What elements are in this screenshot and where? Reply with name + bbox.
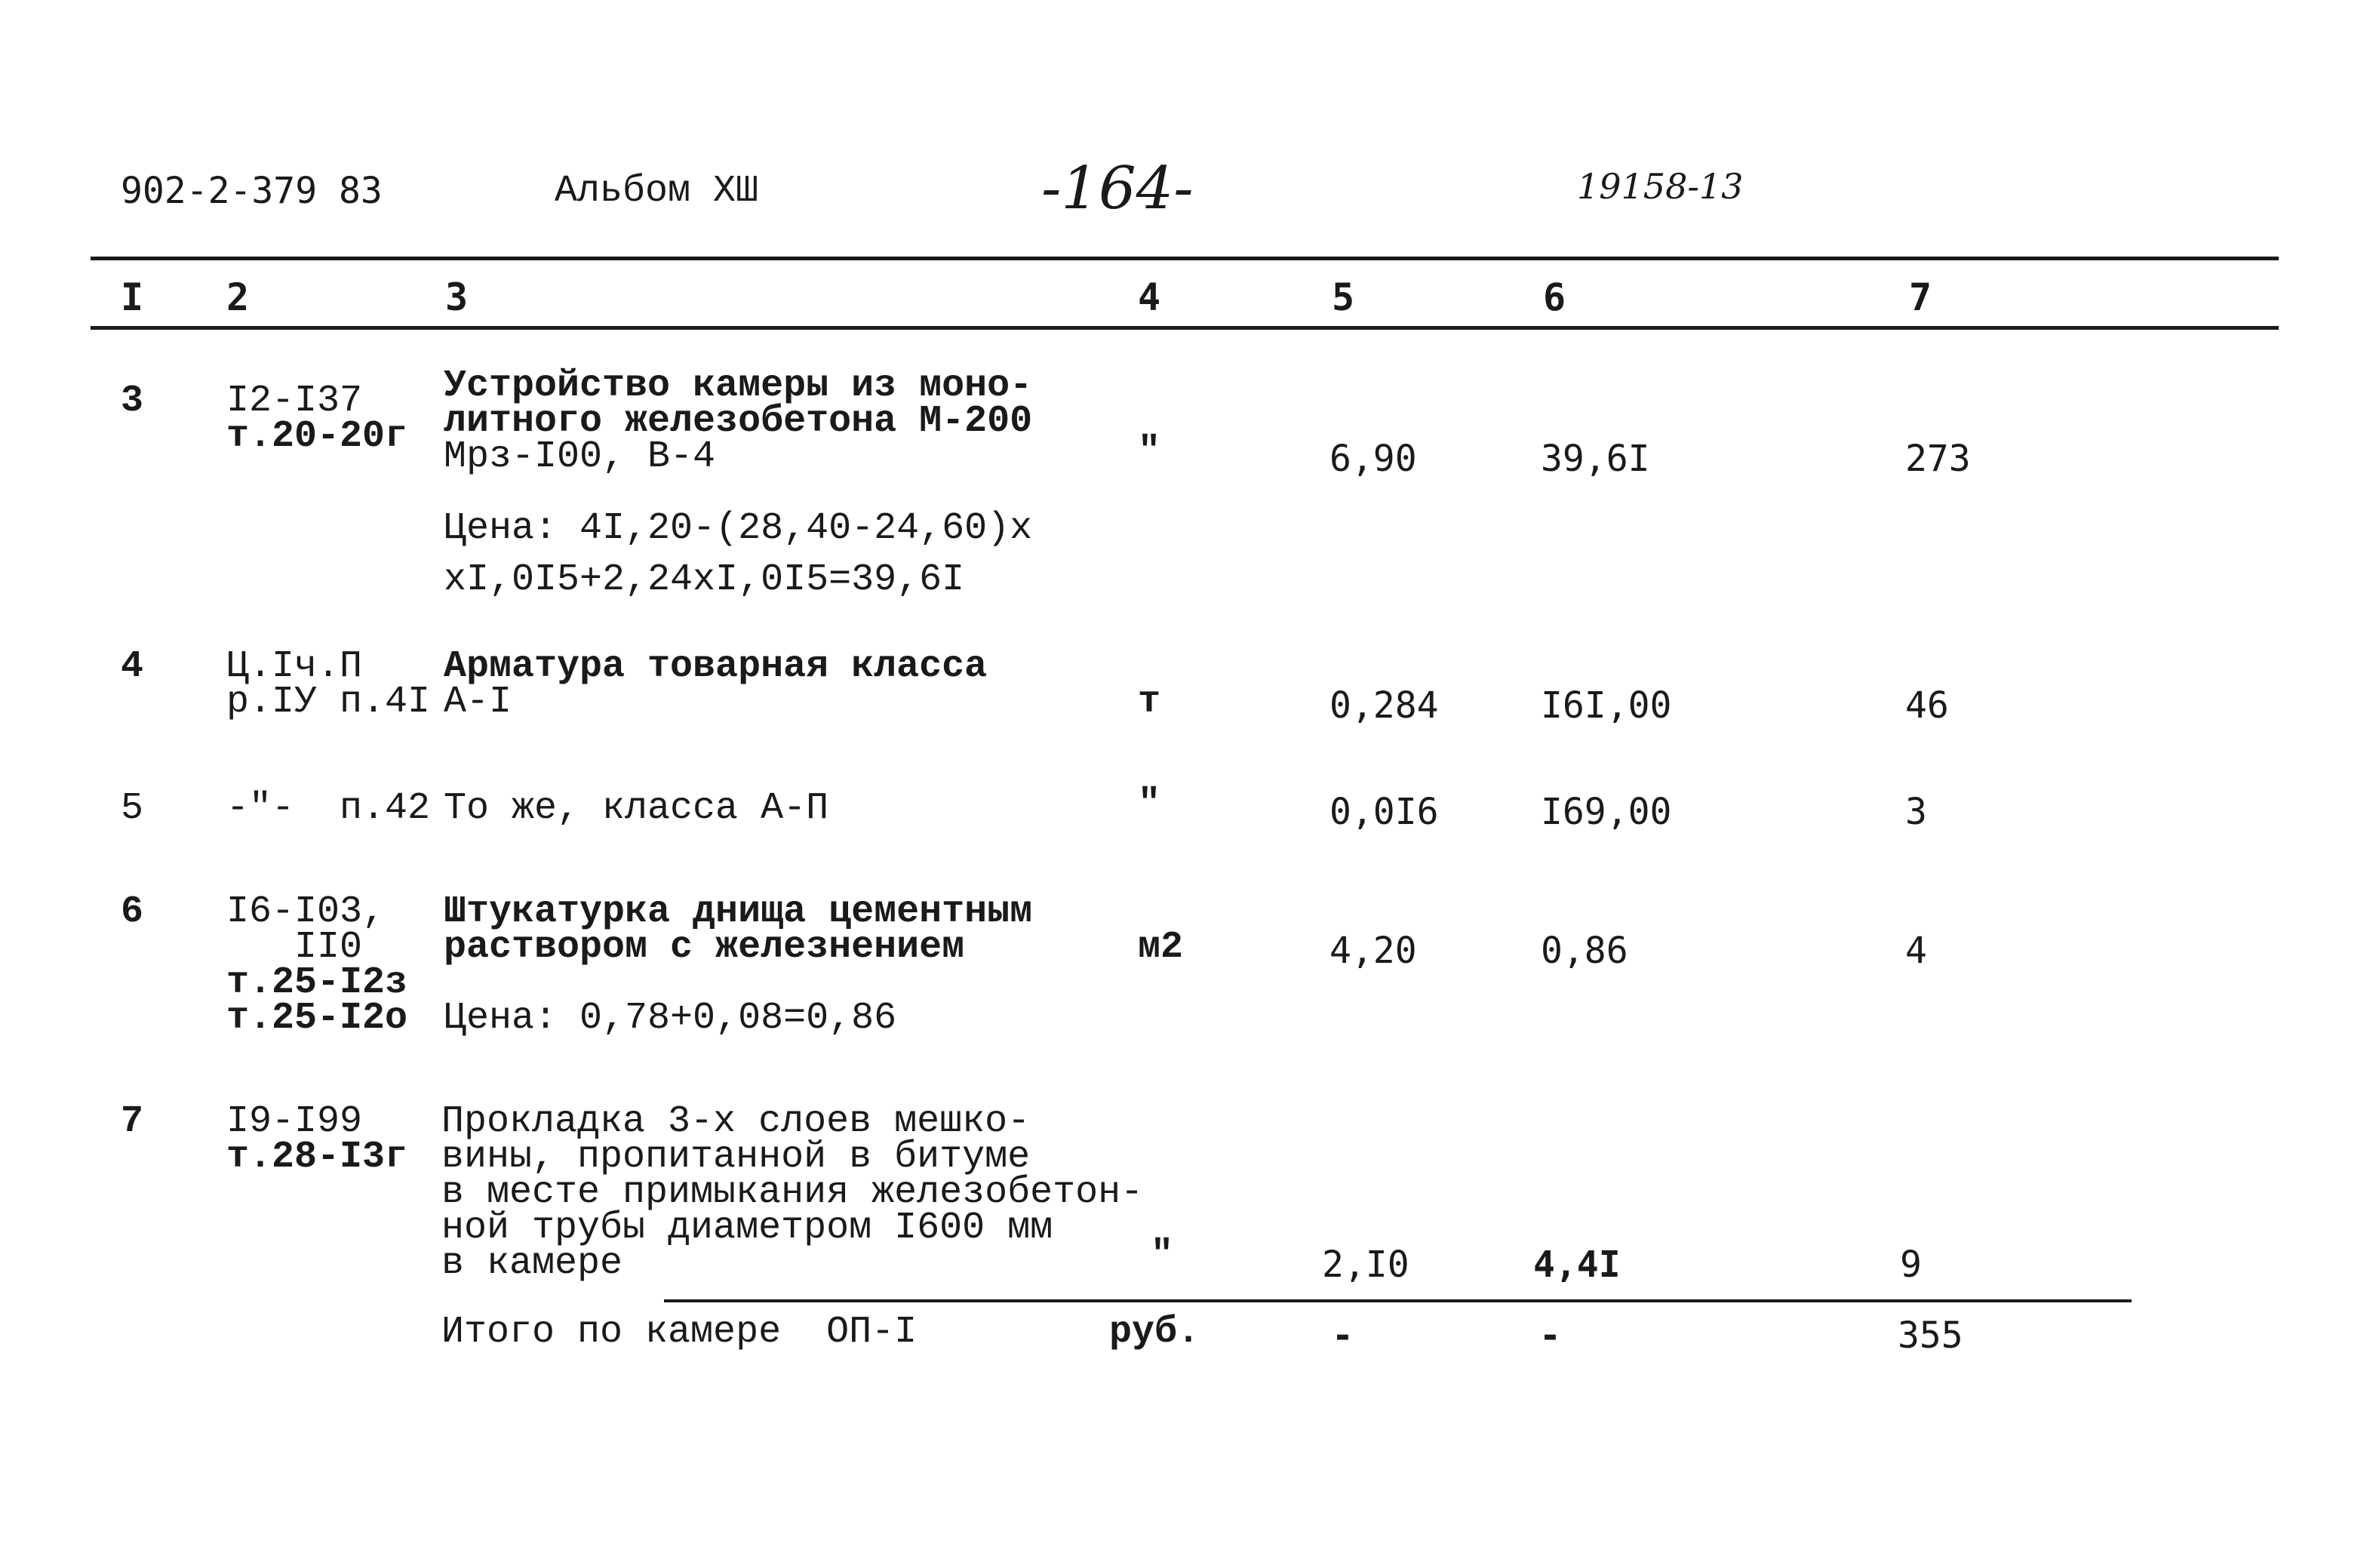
row-total: 3 <box>1905 791 1927 833</box>
row-unit: т <box>1138 681 1161 724</box>
row-description-line: Прокладка 3-х слоев мешко- <box>441 1100 1031 1143</box>
row-description-line: в месте примыкания железобетон- <box>441 1171 1144 1214</box>
column-header-5: 5 <box>1332 275 1355 319</box>
row-description-line: Устройство камеры из моно- <box>444 364 1033 407</box>
row-description-line: литного железобетона М-200 <box>444 400 1033 443</box>
document-code: 902-2-379 83 <box>121 170 383 212</box>
row-total: 9 <box>1900 1244 1922 1286</box>
row-description-line: вины, пропитанной в битуме <box>441 1136 1031 1179</box>
row-code-line: I9-I99 <box>226 1100 363 1143</box>
row-code-line: р.IУ п.4I <box>226 681 431 724</box>
row-price-note: Цена: 4I,20-(28,40-24,60)х <box>444 507 1033 550</box>
row-unit: " <box>1151 1234 1174 1277</box>
summary-label: Итого по камере ОП-I <box>441 1311 918 1354</box>
row-unit: " <box>1138 782 1161 826</box>
row-code-line: I2-I37 <box>226 380 363 423</box>
row-unit: м2 <box>1138 926 1184 969</box>
row-number: 3 <box>121 380 144 423</box>
column-header-7: 7 <box>1909 275 1932 319</box>
row-description-line: То же, класса А-П <box>444 787 829 830</box>
row-price: I6I,00 <box>1541 684 1672 727</box>
row-description-line: в камере <box>441 1242 623 1285</box>
row-description-line: Штукатурка днища цементным <box>444 890 1033 933</box>
inventory-number: 19158-13 <box>1577 166 1744 207</box>
column-header-2: 2 <box>226 275 250 319</box>
column-header-4: 4 <box>1138 275 1161 319</box>
column-header-3: 3 <box>445 275 469 319</box>
summary-unit: руб. <box>1109 1311 1200 1354</box>
row-price: 0,86 <box>1541 930 1628 972</box>
row-quantity: 2,I0 <box>1322 1244 1409 1286</box>
row-description-line: ной трубы диаметром I600 мм <box>441 1207 1053 1250</box>
column-header-1: I <box>121 275 144 319</box>
row-code-line: т.20-20г <box>226 415 408 458</box>
row-number: 6 <box>121 890 144 933</box>
summary-total: 355 <box>1898 1314 1963 1357</box>
row-code-line: -"- п.42 <box>226 787 431 830</box>
row-unit: " <box>1138 430 1161 473</box>
row-code-line: I6-I03, <box>226 890 386 933</box>
row-description-line: А-I <box>444 681 512 724</box>
row-price: I69,00 <box>1541 791 1672 833</box>
row-code-line: Ц.Iч.П <box>226 645 363 688</box>
row-description-line: раствором с железнением <box>444 926 965 969</box>
row-description-line: Арматура товарная класса <box>444 645 988 688</box>
row-quantity: 6,90 <box>1329 438 1417 480</box>
row-price-note: Цена: 0,78+0,08=0,86 <box>444 997 897 1040</box>
row-quantity: 0,0I6 <box>1329 791 1439 833</box>
page-number: -164- <box>1041 155 1194 223</box>
row-number: 7 <box>121 1100 144 1143</box>
row-total: 273 <box>1905 438 1971 480</box>
row-number: 4 <box>121 645 144 688</box>
row-code-line: т.25-I2з <box>226 961 408 1004</box>
row-price-note: хI,0I5+2,24хI,0I5=39,6I <box>444 558 965 601</box>
summary-price: - <box>1539 1314 1561 1357</box>
summary-rule <box>664 1299 2132 1302</box>
row-code-line: т.25-I2о <box>226 997 408 1040</box>
row-description-line: Мрз-I00, В-4 <box>444 435 716 478</box>
row-code-line: II0 <box>294 926 363 969</box>
row-quantity: 4,20 <box>1329 930 1417 972</box>
album-label: Альбом ХШ <box>555 170 759 213</box>
table-header-rule <box>91 326 2279 330</box>
summary-quantity: - <box>1332 1314 1354 1357</box>
table-top-rule <box>91 257 2279 260</box>
row-price: 39,6I <box>1541 438 1650 480</box>
row-number: 5 <box>121 787 144 830</box>
row-code-line: т.28-I3г <box>226 1136 408 1179</box>
row-total: 4 <box>1905 930 1927 972</box>
column-header-6: 6 <box>1543 275 1566 319</box>
row-total: 46 <box>1905 684 1949 727</box>
row-quantity: 0,284 <box>1329 684 1439 727</box>
row-price: 4,4I <box>1533 1244 1621 1286</box>
